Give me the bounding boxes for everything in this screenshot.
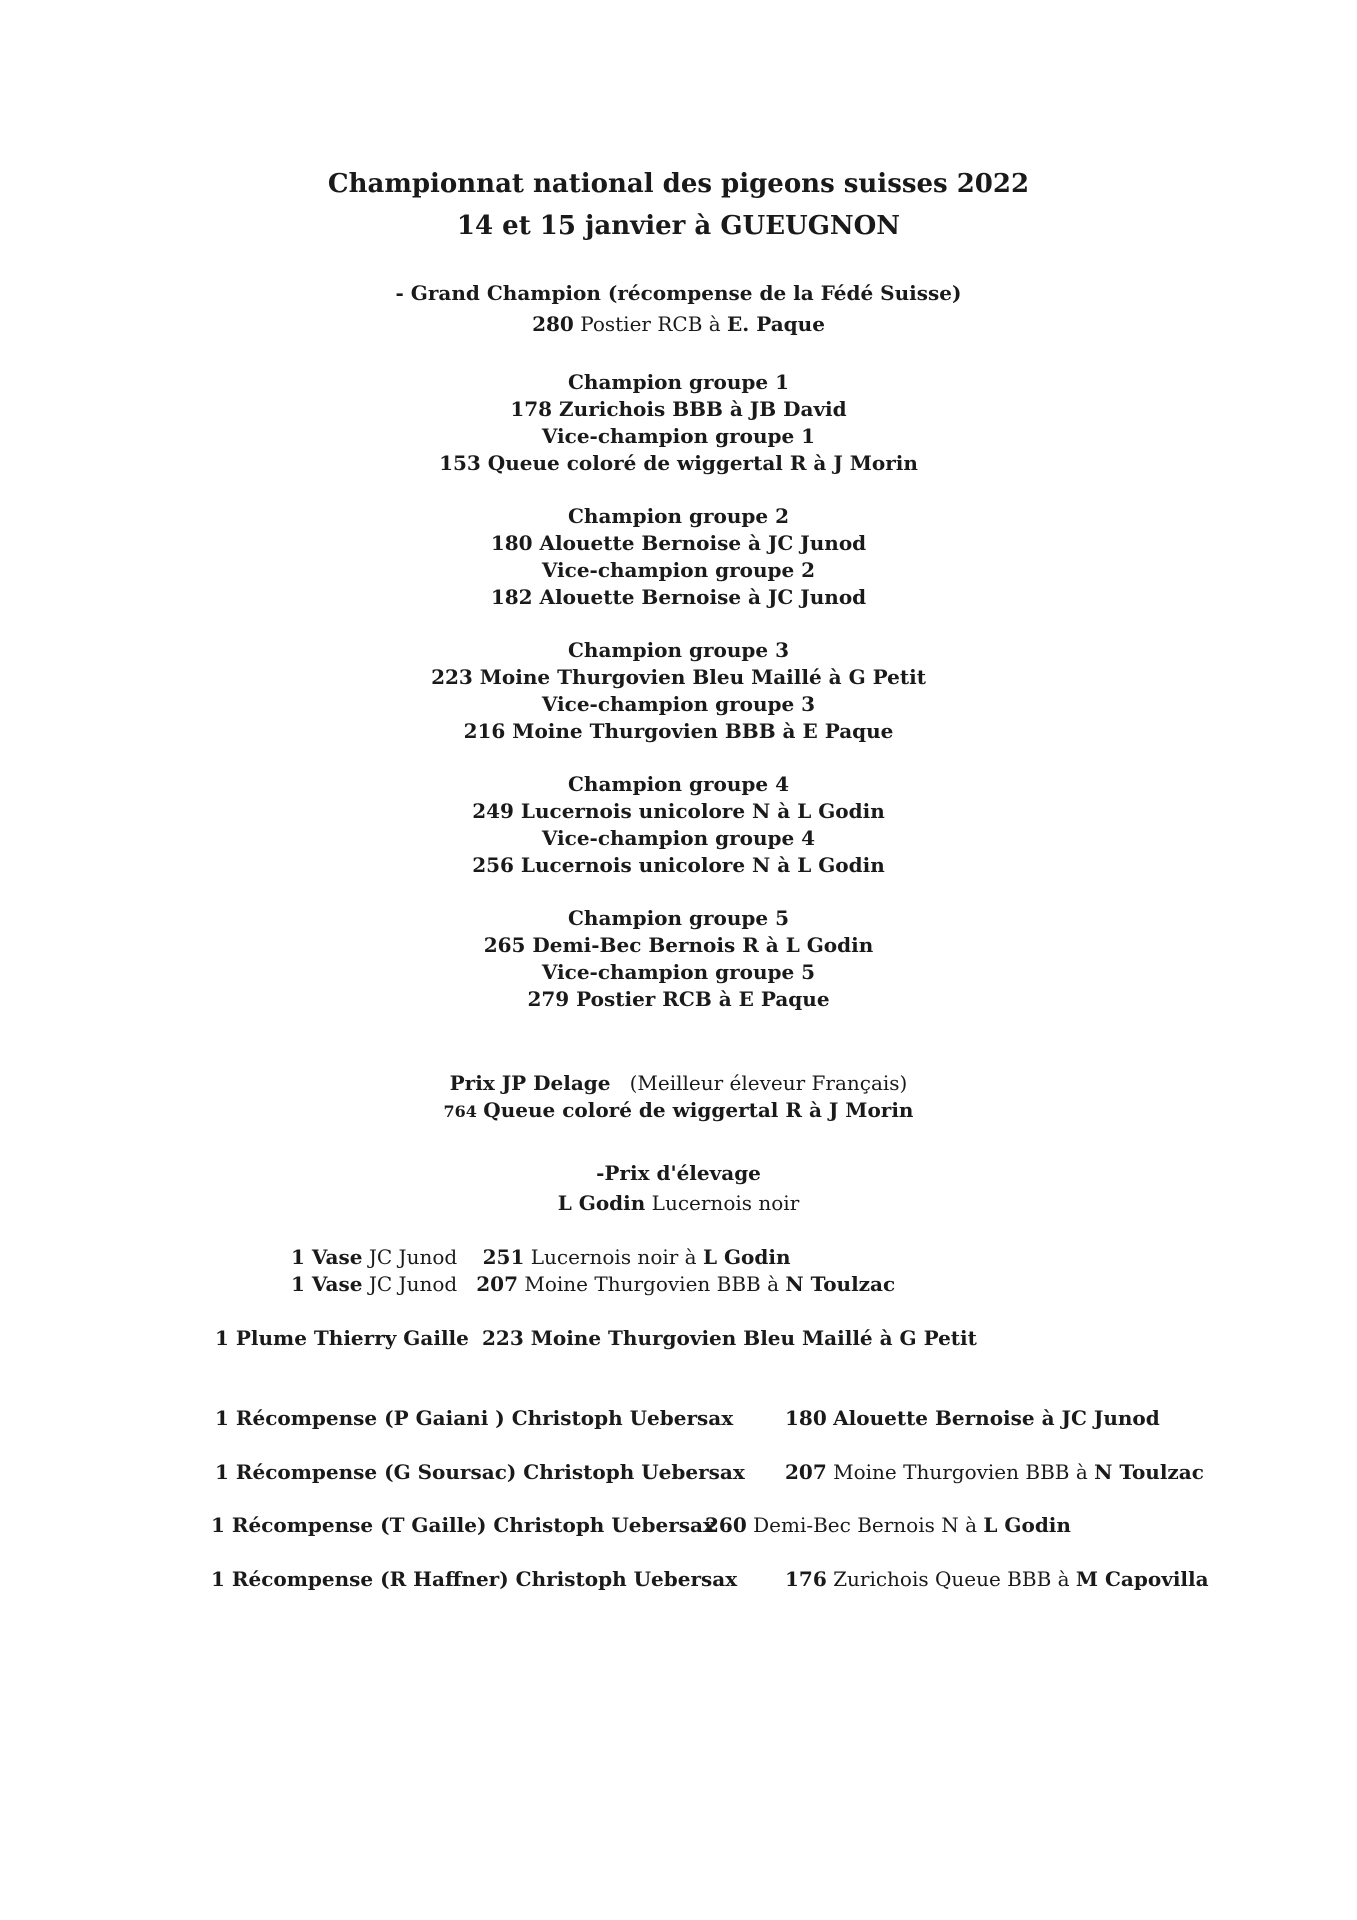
prix-elevage-breed: Lucernois noir <box>651 1191 800 1215</box>
group-4-champion-entry: 249 Lucernois unicolore N à L Godin <box>472 799 885 823</box>
recompense-owner: L Godin <box>983 1513 1071 1537</box>
group-2-vice-label: Vice-champion groupe 2 <box>541 558 816 582</box>
recompense-4-entry <box>785 1566 1209 1592</box>
prix-elevage-heading: -Prix d'élevage <box>596 1161 761 1185</box>
recompense-1-entry <box>785 1405 1160 1431</box>
group-4-vice-label: Vice-champion groupe 4 <box>541 826 816 850</box>
recompense-owner: M Capovilla <box>1075 1567 1209 1591</box>
vase-row-2 <box>291 1271 895 1297</box>
recompense-4-prize: 1 Récompense (R Haffner) Christoph Uebersax <box>211 1567 738 1591</box>
recompense-3-entry <box>705 1512 1071 1538</box>
group-3-vice-label: Vice-champion groupe 3 <box>541 692 816 716</box>
prix-elevage-entry <box>0 1190 1357 1216</box>
recompense-3-prize: 1 Récompense (T Gaille) Christoph Uebersax <box>211 1513 715 1537</box>
grand-champion-heading: - Grand Champion (récompense de la Fédé Suisse) <box>395 281 962 305</box>
group-3-vice-entry: 216 Moine Thurgovien BBB à E Paque <box>463 719 894 743</box>
recompense-number: 207 <box>785 1460 827 1484</box>
plume-entry: 223 Moine Thurgovien Bleu Maillé à G Petit <box>482 1326 977 1350</box>
vase-donor: JC Junod <box>368 1272 458 1296</box>
recompense-bird: Demi-Bec Bernois N à <box>753 1513 978 1537</box>
vase-bird: Lucernois noir à <box>530 1245 697 1269</box>
group-1-champion-entry: 178 Zurichois BBB à JB David <box>510 397 847 421</box>
vase-donor: JC Junod <box>368 1245 458 1269</box>
recompense-2-entry <box>785 1459 1204 1485</box>
prix-delage-label: Prix JP Delage <box>449 1071 611 1095</box>
prix-delage-entry <box>0 1097 1357 1125</box>
group-3-champion-label: Champion groupe 3 <box>568 638 789 662</box>
group-5-champion-label: Champion groupe 5 <box>568 906 789 930</box>
prix-delage-bird: Queue coloré de wiggertal R à J Morin <box>483 1098 914 1122</box>
recompense-1-prize: 1 Récompense (P Gaiani ) Christoph Uebersax <box>215 1406 734 1430</box>
recompense-owner: N Toulzac <box>1094 1460 1204 1484</box>
group-1-vice-label: Vice-champion groupe 1 <box>541 424 816 448</box>
recompense-bird: Zurichois Queue BBB à <box>833 1567 1070 1591</box>
vase-number: 207 <box>476 1272 519 1296</box>
vase-owner: L Godin <box>702 1245 791 1269</box>
recompense-bird: Moine Thurgovien BBB à <box>833 1460 1088 1484</box>
recompense-2-prize: 1 Récompense (G Soursac) Christoph Uebersax <box>215 1460 745 1484</box>
group-4-champion-label: Champion groupe 4 <box>568 772 789 796</box>
group-2-champion-entry: 180 Alouette Bernoise à JC Junod <box>490 531 867 555</box>
vase-row-1 <box>291 1244 791 1270</box>
page-title: Championnat national des pigeons suisses 2022 <box>327 169 1030 199</box>
page-subtitle: 14 et 15 janvier à GUEUGNON <box>456 211 901 241</box>
group-5-vice-entry: 279 Postier RCB à E Paque <box>527 987 830 1011</box>
recompense-bird: Alouette Bernoise à JC Junod <box>833 1406 1160 1430</box>
group-2-champion-label: Champion groupe 2 <box>568 504 789 528</box>
grand-champion-number: 280 <box>532 312 574 336</box>
vase-bird: Moine Thurgovien BBB à <box>524 1272 780 1296</box>
prix-elevage-breeder: L Godin <box>557 1191 646 1215</box>
group-5-champion-entry: 265 Demi-Bec Bernois R à L Godin <box>483 933 874 957</box>
recompense-number: 260 <box>705 1513 747 1537</box>
group-2-vice-entry: 182 Alouette Bernoise à JC Junod <box>490 585 867 609</box>
prix-delage-number: 764 <box>443 1102 477 1121</box>
group-3-champion-entry: 223 Moine Thurgovien Bleu Maillé à G Petit <box>431 665 926 689</box>
group-5-vice-label: Vice-champion groupe 5 <box>541 960 816 984</box>
grand-champion-owner: E. Paque <box>727 312 825 336</box>
prix-delage-heading <box>0 1070 1357 1096</box>
plume-prize: 1 Plume Thierry Gaille <box>215 1326 469 1350</box>
group-1-vice-entry: 153 Queue coloré de wiggertal R à J Morin <box>439 451 918 475</box>
vase-prize: 1 Vase <box>291 1245 363 1269</box>
grand-champion-bird: Postier RCB à <box>580 312 721 336</box>
recompense-number: 180 <box>785 1406 827 1430</box>
recompense-number: 176 <box>785 1567 827 1591</box>
prix-delage-note: (Meilleur éleveur Français) <box>629 1071 908 1095</box>
grand-champion-entry <box>0 311 1357 337</box>
vase-owner: N Toulzac <box>785 1272 896 1296</box>
vase-number: 251 <box>482 1245 525 1269</box>
group-4-vice-entry: 256 Lucernois unicolore N à L Godin <box>472 853 885 877</box>
vase-prize: 1 Vase <box>291 1272 363 1296</box>
group-1-champion-label: Champion groupe 1 <box>568 370 789 394</box>
